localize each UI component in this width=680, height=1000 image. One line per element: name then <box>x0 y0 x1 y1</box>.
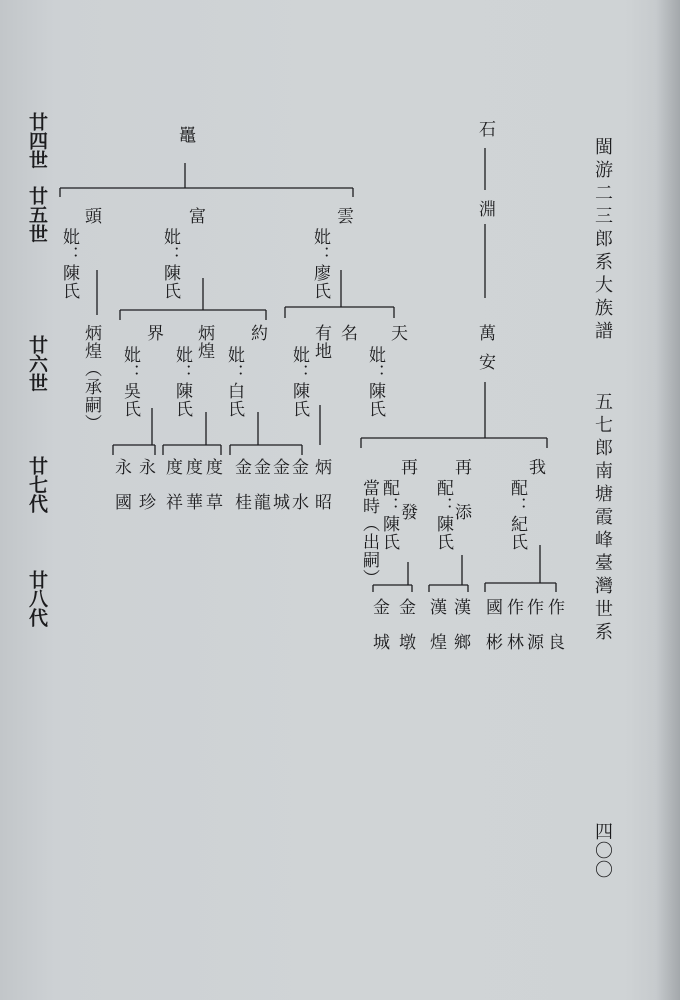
spouse-gen27-zaifa: 配：陳氏 <box>379 479 399 551</box>
spouse-gen25-yun: 妣：廖氏 <box>310 228 330 300</box>
person-gen28-jindun: 金墩 <box>395 598 415 668</box>
person-gen28-hanhuang: 漢煌 <box>426 598 446 668</box>
person-gen27-jinlong: 金龍 <box>250 458 270 528</box>
person-gen28-hanxiang: 漢鄉 <box>450 598 470 668</box>
person-gen27-duhua: 度華 <box>182 458 202 528</box>
person-gen26-youdi: 有地 <box>311 324 331 360</box>
person-gen25-yun: 雲 <box>333 207 353 225</box>
person-gen26-binghuang-heir: 炳煌（承嗣） <box>81 324 101 432</box>
person-gen28-guobin: 國彬 <box>482 598 502 668</box>
spouse-gen26-tian: 妣：陳氏 <box>365 346 385 418</box>
spouse-gen26-yue: 妣：白氏 <box>224 346 244 418</box>
person-gen27-bingzhao: 炳昭 <box>311 458 331 528</box>
person-gen27-ducao: 度草 <box>202 458 222 528</box>
person-gen28-jincheng: 金城 <box>369 598 389 668</box>
book-title: 閩游二三郎系大族譜 <box>592 137 613 344</box>
section-title: 五七郎南塘霞峰臺灣世系 <box>592 392 613 645</box>
person-gen28-zuoyuan: 作源 <box>523 598 543 668</box>
person-gen27-duxiang: 度祥 <box>162 458 182 528</box>
person-gen27-yongzhen: 永珍 <box>135 458 155 528</box>
person-gen25-fu: 富 <box>185 207 205 225</box>
spouse-gen26-jie: 妣：吳氏 <box>120 346 140 418</box>
person-gen27-jingui: 金桂 <box>231 458 251 528</box>
person-gen27-zaitian: 再添 <box>451 458 471 548</box>
person-gen27-zaifa: 再發 <box>397 458 417 548</box>
person-gen26-yue: 約 <box>247 324 267 342</box>
person-gen26-wanan: 萬安 <box>475 324 495 382</box>
person-gen26-jie: 界 <box>143 324 163 342</box>
spouse-gen26-youdi: 妣：陳氏 <box>289 346 309 418</box>
person-gen27-jinshui: 金水 <box>288 458 308 528</box>
person-gen27-yongguo: 永國 <box>111 458 131 528</box>
person-gen25-tou: 頭 <box>81 207 101 225</box>
person-gen26-tian: 天 <box>387 324 407 342</box>
generation-label-28: 廿八代 <box>26 570 48 627</box>
generation-label-27: 廿七代 <box>26 456 48 513</box>
generation-label-24: 廿四世 <box>26 112 48 169</box>
person-gen28-zuolin: 作林 <box>503 598 523 668</box>
page-number: 四〇〇 <box>592 822 613 879</box>
generation-label-26: 廿六世 <box>26 335 48 392</box>
person-gen24-tuo: 鼉 <box>175 126 195 144</box>
spouse-gen27-zaitian: 配：陳氏 <box>433 479 453 551</box>
spouse-gen25-tou: 妣：陳氏 <box>59 228 79 300</box>
generation-label-25: 廿五世 <box>26 186 48 243</box>
person-gen26-binghuang: 炳煌 <box>194 324 214 360</box>
note-gen27-zaifa: 當時（出嗣） <box>359 479 379 587</box>
spouse-gen26-binghuang: 妣：陳氏 <box>172 346 192 418</box>
person-gen25-yuan: 淵 <box>475 200 495 218</box>
person-gen24-shi: 石 <box>475 120 495 138</box>
spouse-gen27-wo: 配：紀氏 <box>507 479 527 551</box>
spouse-gen25-fu: 妣：陳氏 <box>160 228 180 300</box>
person-gen26-ming: 名 <box>337 324 357 342</box>
person-gen27-wo: 我 <box>525 458 545 476</box>
person-gen28-zuoliang: 作良 <box>544 598 564 668</box>
person-gen27-jincheng: 金城 <box>269 458 289 528</box>
